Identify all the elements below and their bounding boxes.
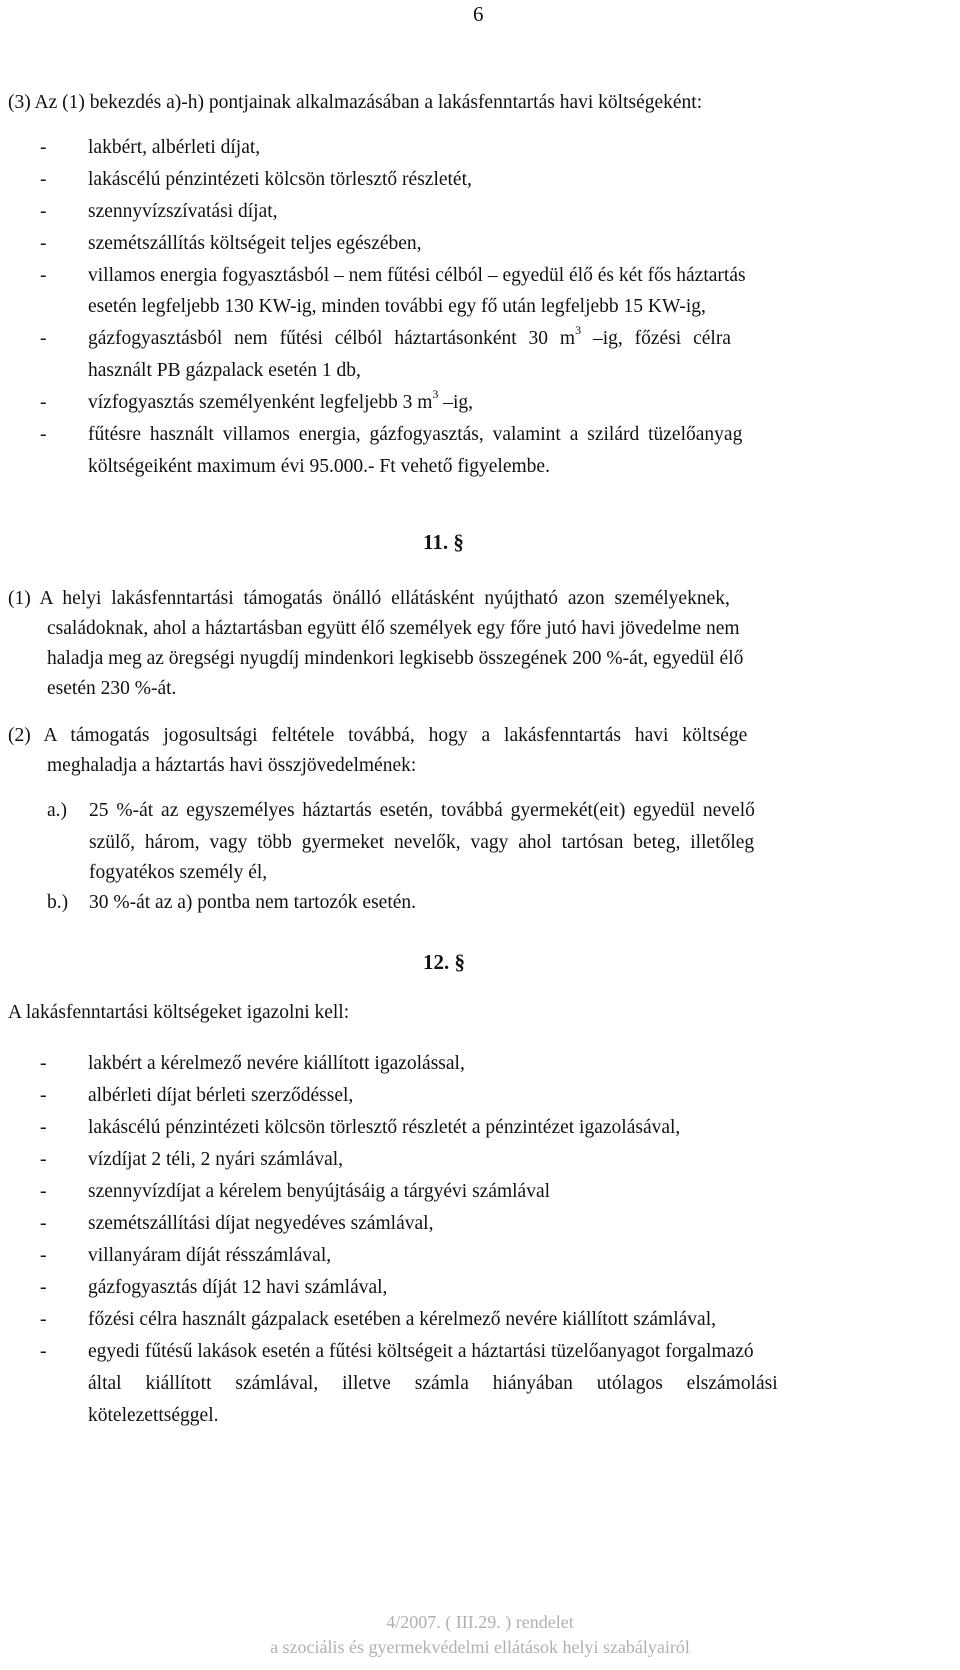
footer-line-2: a szociális és gyermekvédelmi ellátások helyi szabályairól: [270, 1637, 690, 1657]
text-line: fogyatékos személy él,: [89, 862, 268, 883]
list-item: [40, 388, 920, 418]
list-label: a.): [47, 800, 68, 821]
list-label: b.): [47, 892, 69, 913]
superscript: 3: [575, 323, 582, 337]
text-line: 30 %-át az a) pontba nem tartozók esetén.: [89, 892, 417, 913]
list-item-text: gázfogyasztás díját 12 havi számlával,: [88, 1277, 388, 1298]
list-dash: -: [40, 1149, 47, 1170]
list-dash: -: [40, 1341, 47, 1362]
text-line: haladja meg az öregségi nyugdíj mindenkori legkisebb összegének 200 %-át, egyedül élő: [47, 648, 744, 669]
list-dash: -: [40, 328, 47, 349]
list-item-text: szennyvízszívatási díjat,: [88, 201, 278, 222]
list-item-text: szemétszállítás költségeit teljes egészében,: [88, 233, 422, 254]
list-item-text: lakbért, albérleti díjat,: [88, 137, 261, 158]
list-dash: -: [40, 169, 47, 190]
list-item-continuation: esetén legfeljebb 130 KW-ig, minden további egy fő után legfeljebb 15 KW-ig,: [88, 296, 706, 317]
list-item-text: vízdíjat 2 téli, 2 nyári számlával,: [88, 1149, 344, 1170]
list-item: [40, 261, 920, 291]
list-item-text: lakbért a kérelmező nevére kiállított igazolással,: [88, 1053, 465, 1074]
list-item: [40, 1273, 388, 1303]
list-item-text: egyedi fűtésű lakások esetén a fűtési költségeit a háztartási tüzelőanyagot forgalmazó: [88, 1341, 754, 1362]
list-item: [40, 229, 920, 259]
list-dash: -: [40, 1053, 47, 1074]
section-3-intro: (3) Az (1) bekezdés a)-h) pontjainak alkalmazásában a lakásfenntartás havi költségeként:: [8, 92, 703, 113]
list-item: [40, 1305, 716, 1335]
section-heading-12: 12. §: [423, 950, 465, 974]
footer-line-1: 4/2007. ( III.29. ) rendelet: [386, 1612, 574, 1632]
list-item: [40, 197, 920, 227]
list-item-text: vízfogyasztás személyenként legfeljebb 3 $m^3$ –ig,: [88, 387, 474, 413]
text-line: családoknak, ahol a háztartásban együtt élő személyek egy főre jutó havi jövedelme nem: [47, 618, 740, 639]
text-line: (2) A támogatás jogosultsági feltétele továbbá, hogy a lakásfenntartás havi költsége: [8, 725, 748, 746]
list-dash: -: [40, 233, 47, 254]
list-dash: -: [40, 1309, 47, 1330]
list-item-text: fűtésre használt villamos energia, gázfogyasztás, valamint a szilárd tüzelőanyag: [88, 424, 743, 445]
list-item: [40, 1081, 354, 1111]
list-item-text: villanyáram díját résszámlával,: [88, 1245, 332, 1266]
list-item-text: villamos energia fogyasztásból – nem fűtési célból – egyedül élő és két fős háztartás: [88, 265, 746, 286]
list-dash: -: [40, 137, 47, 158]
list-dash: -: [40, 265, 47, 286]
text-line: 25 %-át az egyszemélyes háztartás esetén, továbbá gyermekét(eit) egyedül nevelő: [89, 800, 755, 821]
list-item-continuation: költségeiként maximum évi 95.000.- Ft vehető figyelembe.: [88, 456, 550, 477]
list-dash: -: [40, 1085, 47, 1106]
list-item: [40, 1337, 754, 1367]
list-dash: -: [40, 1245, 47, 1266]
list-item-text: szennyvízdíjat a kérelem benyújtásáig a tárgyévi számlával: [88, 1181, 551, 1202]
list-dash: -: [40, 1181, 47, 1202]
list-item: [40, 1113, 681, 1143]
list-item: [40, 1049, 465, 1079]
text-line: (1) A helyi lakásfenntartási támogatás önálló ellátásként nyújtható azon személyeknek,: [8, 588, 730, 609]
list-dash: -: [40, 201, 47, 222]
list-item-text: szemétszállítási díjat negyedéves számlával,: [88, 1213, 434, 1234]
list-item: [40, 324, 920, 354]
text-line: szülő, három, vagy több gyermeket nevelők, vagy ahol tartósan beteg, illetőleg: [89, 832, 755, 853]
list-item: [40, 133, 920, 163]
list-item-continuation: használt PB gázpalack esetén 1 db,: [88, 360, 361, 381]
list-item: [40, 1241, 332, 1271]
list-item: [40, 1209, 434, 1239]
list-item-continuation: kötelezettséggel.: [88, 1405, 219, 1426]
page-number: 6: [473, 2, 484, 26]
list-dash: -: [40, 1277, 47, 1298]
par12-intro: A lakásfenntartási költségeket igazolni kell:: [8, 1002, 350, 1023]
list-dash: -: [40, 424, 47, 445]
list-item-continuation: által kiállított számlával, illetve számla hiányában utólagos elszámolási: [88, 1373, 778, 1394]
list-item: [40, 420, 920, 450]
list-dash: -: [40, 1213, 47, 1234]
list-item-text: albérleti díjat bérleti szerződéssel,: [88, 1085, 354, 1106]
list-item: [40, 1177, 551, 1207]
text-line: esetén 230 %-át.: [47, 678, 177, 699]
section-heading-11: 11. §: [423, 530, 464, 554]
list-item: [40, 1145, 344, 1175]
superscript: 3: [432, 387, 439, 401]
list-item-text: főzési célra használt gázpalack esetében a kérelmező nevére kiállított számlával,: [88, 1309, 716, 1330]
list-item-text: gázfogyasztásból nem fűtési célból háztartásonként 30 $m^3$ –ig, főzési célra: [88, 323, 731, 349]
text-line: meghaladja a háztartás havi összjövedelmének:: [47, 755, 417, 776]
list-item-text: lakáscélú pénzintézeti kölcsön törlesztő részletét a pénzintézet igazolásával,: [88, 1117, 681, 1138]
list-dash: -: [40, 1117, 47, 1138]
list-item-text: lakáscélú pénzintézeti kölcsön törlesztő részletét,: [88, 169, 472, 190]
list-dash: -: [40, 392, 47, 413]
list-item: [40, 165, 920, 195]
